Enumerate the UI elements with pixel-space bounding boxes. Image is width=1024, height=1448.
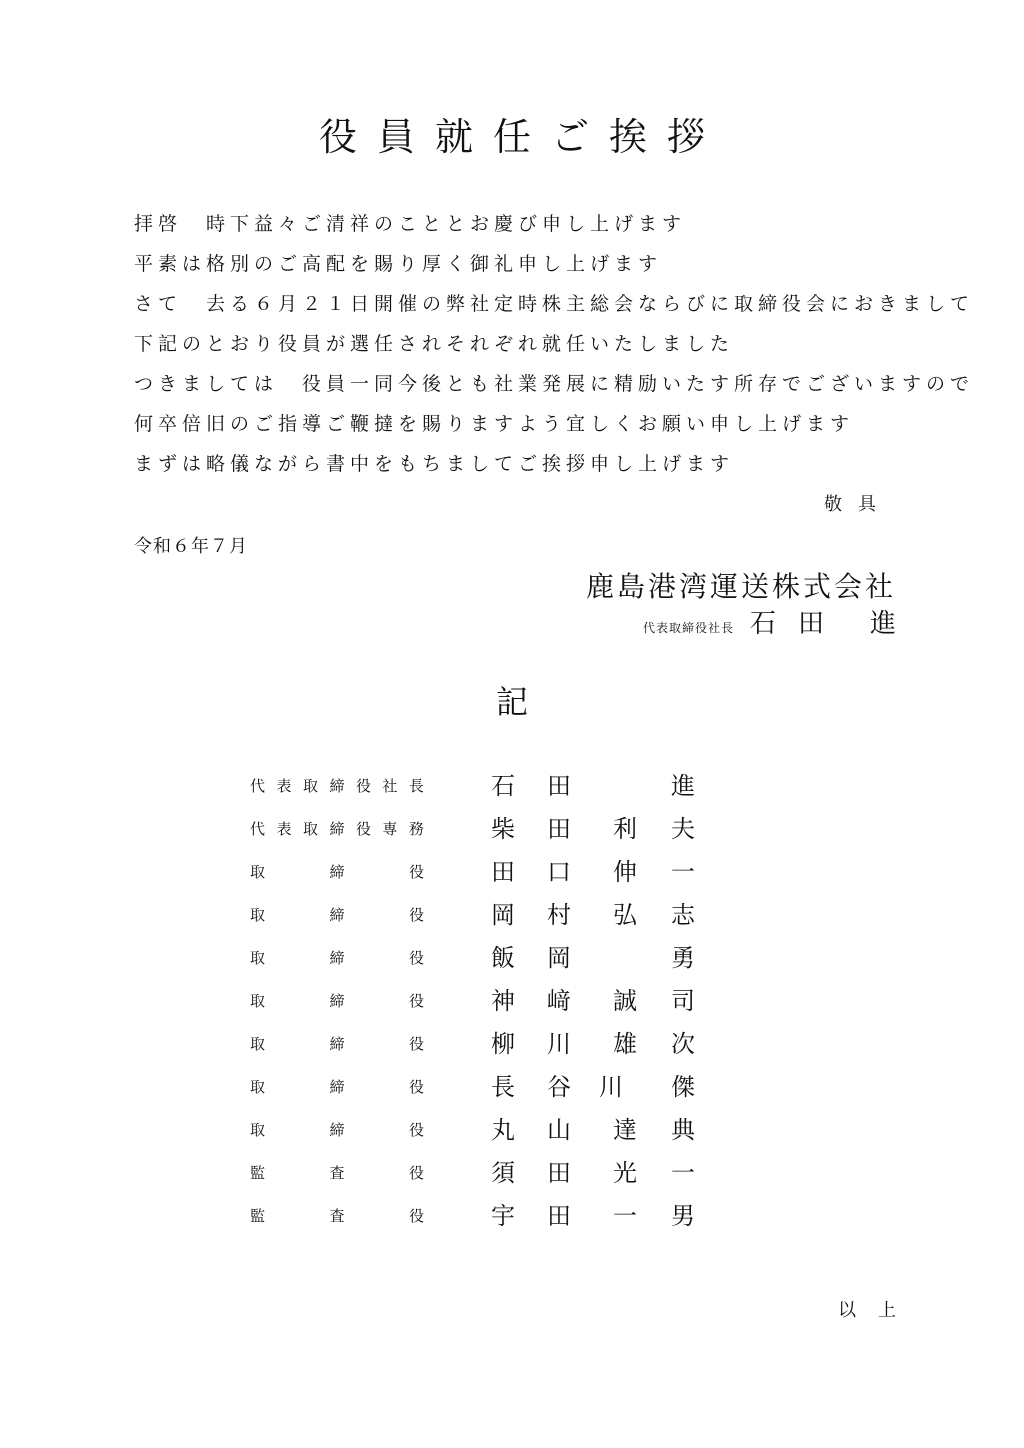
officer-role <box>250 860 424 884</box>
name-char: 田 <box>547 1159 571 1187</box>
ki-heading: 記 <box>495 683 528 721</box>
role-char: 監 <box>250 1207 266 1225</box>
name-char: 雄 <box>613 1030 637 1058</box>
body-line: 何卒倍旧のご指導ご鞭撻を賜りますよう宜しくお願い申し上げます <box>134 413 855 435</box>
signer-title: 代表取締役社長 <box>642 621 734 635</box>
officer-row <box>250 895 710 938</box>
officer-role <box>250 774 424 798</box>
body-line: 拝啓 時下益々ご清祥のこととお慶び申し上げます <box>134 213 687 235</box>
officer-row <box>250 938 710 981</box>
name-char: 柴 <box>491 815 515 843</box>
role-char: 締 <box>329 1078 345 1096</box>
name-char: 田 <box>491 858 515 886</box>
name-char: 石 <box>491 772 515 800</box>
role-char: 務 <box>408 820 424 838</box>
role-char: 取 <box>250 1078 266 1096</box>
officer-name <box>490 1067 696 1107</box>
officer-name <box>490 981 696 1021</box>
name-char: 利 <box>613 815 637 843</box>
role-char: 締 <box>329 992 345 1010</box>
body-line: さて 去る６月２１日開催の弊社定時株主総会ならびに取締役会におきまして <box>134 293 975 315</box>
role-char: 役 <box>408 863 424 881</box>
greeting-body <box>134 210 974 490</box>
name-char: 田 <box>547 815 571 843</box>
officer-row <box>250 852 710 895</box>
signer-given-name: 進 <box>869 609 896 639</box>
role-char: 取 <box>250 1035 266 1053</box>
role-char: 締 <box>329 863 345 881</box>
name-char: 弘 <box>613 901 637 929</box>
officer-role <box>250 946 424 970</box>
name-char: 傑 <box>671 1073 695 1101</box>
body-line: 下記のとおり役員が選任されそれぞれ就任いたしました <box>134 333 735 355</box>
name-char: 須 <box>491 1159 515 1187</box>
officer-name <box>490 852 696 892</box>
officer-role <box>250 1075 424 1099</box>
role-char: 締 <box>329 1035 345 1053</box>
role-char: 長 <box>408 777 424 795</box>
role-char: 役 <box>408 1164 424 1182</box>
name-char: 田 <box>547 772 571 800</box>
role-char: 表 <box>276 777 292 795</box>
officer-role <box>250 1161 424 1185</box>
name-char: 神 <box>491 987 515 1015</box>
officer-name <box>490 895 696 935</box>
role-char: 査 <box>329 1164 345 1182</box>
name-char: 飯 <box>491 944 515 972</box>
role-char: 取 <box>250 1121 266 1139</box>
role-char: 役 <box>408 1207 424 1225</box>
officer-name <box>490 1110 696 1150</box>
role-char: 締 <box>329 949 345 967</box>
officer-list <box>250 766 710 1239</box>
document-title: 役員就任ご挨拶 <box>318 115 725 159</box>
role-char: 取 <box>302 777 318 795</box>
role-char: 査 <box>329 1207 345 1225</box>
name-char: 一 <box>671 858 695 886</box>
name-char: 﨑 <box>547 987 571 1015</box>
name-char: 川 <box>547 1030 571 1058</box>
officer-role <box>250 1118 424 1142</box>
end-mark: 以上 <box>838 1300 918 1321</box>
name-char: 一 <box>613 1202 637 1230</box>
role-char: 社 <box>382 777 398 795</box>
body-line: 平素は格別のご高配を賜り厚く御礼申し上げます <box>134 253 663 275</box>
signer-name <box>750 606 896 642</box>
name-char: 丸 <box>491 1116 515 1144</box>
officer-role <box>250 817 424 841</box>
name-char: 宇 <box>491 1202 515 1230</box>
role-char: 役 <box>408 949 424 967</box>
signer-block <box>643 606 896 646</box>
role-char: 役 <box>408 1035 424 1053</box>
officer-name <box>490 938 696 978</box>
officer-name <box>490 766 696 806</box>
role-char: 専 <box>382 820 398 838</box>
role-char: 締 <box>329 906 345 924</box>
name-char: 田 <box>547 1202 571 1230</box>
name-char: 岡 <box>547 944 571 972</box>
role-char: 締 <box>329 1121 345 1139</box>
role-char: 締 <box>329 777 345 795</box>
role-char: 表 <box>276 820 292 838</box>
officer-name <box>490 1196 696 1236</box>
role-char: 取 <box>302 820 318 838</box>
officer-name <box>490 809 696 849</box>
body-line: つきましては 役員一同今後とも社業発展に精励いたす所存でございますので <box>134 373 975 395</box>
name-char: 勇 <box>671 944 695 972</box>
role-char: 役 <box>355 820 371 838</box>
role-char: 役 <box>355 777 371 795</box>
role-char: 監 <box>250 1164 266 1182</box>
role-char: 役 <box>408 1121 424 1139</box>
name-char: 長 <box>491 1073 515 1101</box>
role-char: 代 <box>250 777 266 795</box>
role-char: 取 <box>250 863 266 881</box>
name-char: 進 <box>671 772 695 800</box>
name-char: 谷 <box>547 1073 571 1101</box>
role-char: 締 <box>329 820 345 838</box>
body-line: まずは略儀ながら書中をもちましてご挨拶申し上げます <box>134 453 735 475</box>
role-char: 取 <box>250 949 266 967</box>
name-char: 口 <box>547 858 571 886</box>
officer-row <box>250 1024 710 1067</box>
officer-role <box>250 1204 424 1228</box>
name-char: 光 <box>613 1159 637 1187</box>
name-char: 山 <box>547 1116 571 1144</box>
officer-name <box>490 1024 696 1064</box>
company-name: 鹿島港湾運送株式会社 <box>585 570 896 603</box>
officer-role <box>250 1032 424 1056</box>
officer-row <box>250 1196 710 1239</box>
name-char: 柳 <box>491 1030 515 1058</box>
signer-family-name: 石田 <box>749 609 846 639</box>
name-char: 男 <box>671 1202 695 1230</box>
name-char: 岡 <box>491 901 515 929</box>
name-char: 司 <box>671 987 695 1015</box>
name-char: 典 <box>671 1116 695 1144</box>
officer-row <box>250 1153 710 1196</box>
role-char: 役 <box>408 1078 424 1096</box>
role-char: 取 <box>250 906 266 924</box>
role-char: 役 <box>408 906 424 924</box>
officer-row <box>250 981 710 1024</box>
name-char: 村 <box>547 901 571 929</box>
name-char: 誠 <box>613 987 637 1015</box>
officer-role <box>250 989 424 1013</box>
name-char: 次 <box>671 1030 695 1058</box>
name-char: 伸 <box>613 858 637 886</box>
officer-role <box>250 903 424 927</box>
role-char: 代 <box>250 820 266 838</box>
closing-keigu: 敬具 <box>824 494 892 515</box>
officer-name <box>490 1153 696 1193</box>
name-char: 一 <box>671 1159 695 1187</box>
officer-row <box>250 809 710 852</box>
officer-row <box>250 766 710 809</box>
role-char: 役 <box>408 992 424 1010</box>
name-char: 志 <box>671 901 695 929</box>
name-char: 川 <box>599 1073 623 1101</box>
officer-row <box>250 1067 710 1110</box>
document-date: 令和６年７月 <box>134 536 248 557</box>
role-char: 取 <box>250 992 266 1010</box>
name-char: 達 <box>613 1116 637 1144</box>
name-char: 夫 <box>671 815 695 843</box>
officer-row <box>250 1110 710 1153</box>
